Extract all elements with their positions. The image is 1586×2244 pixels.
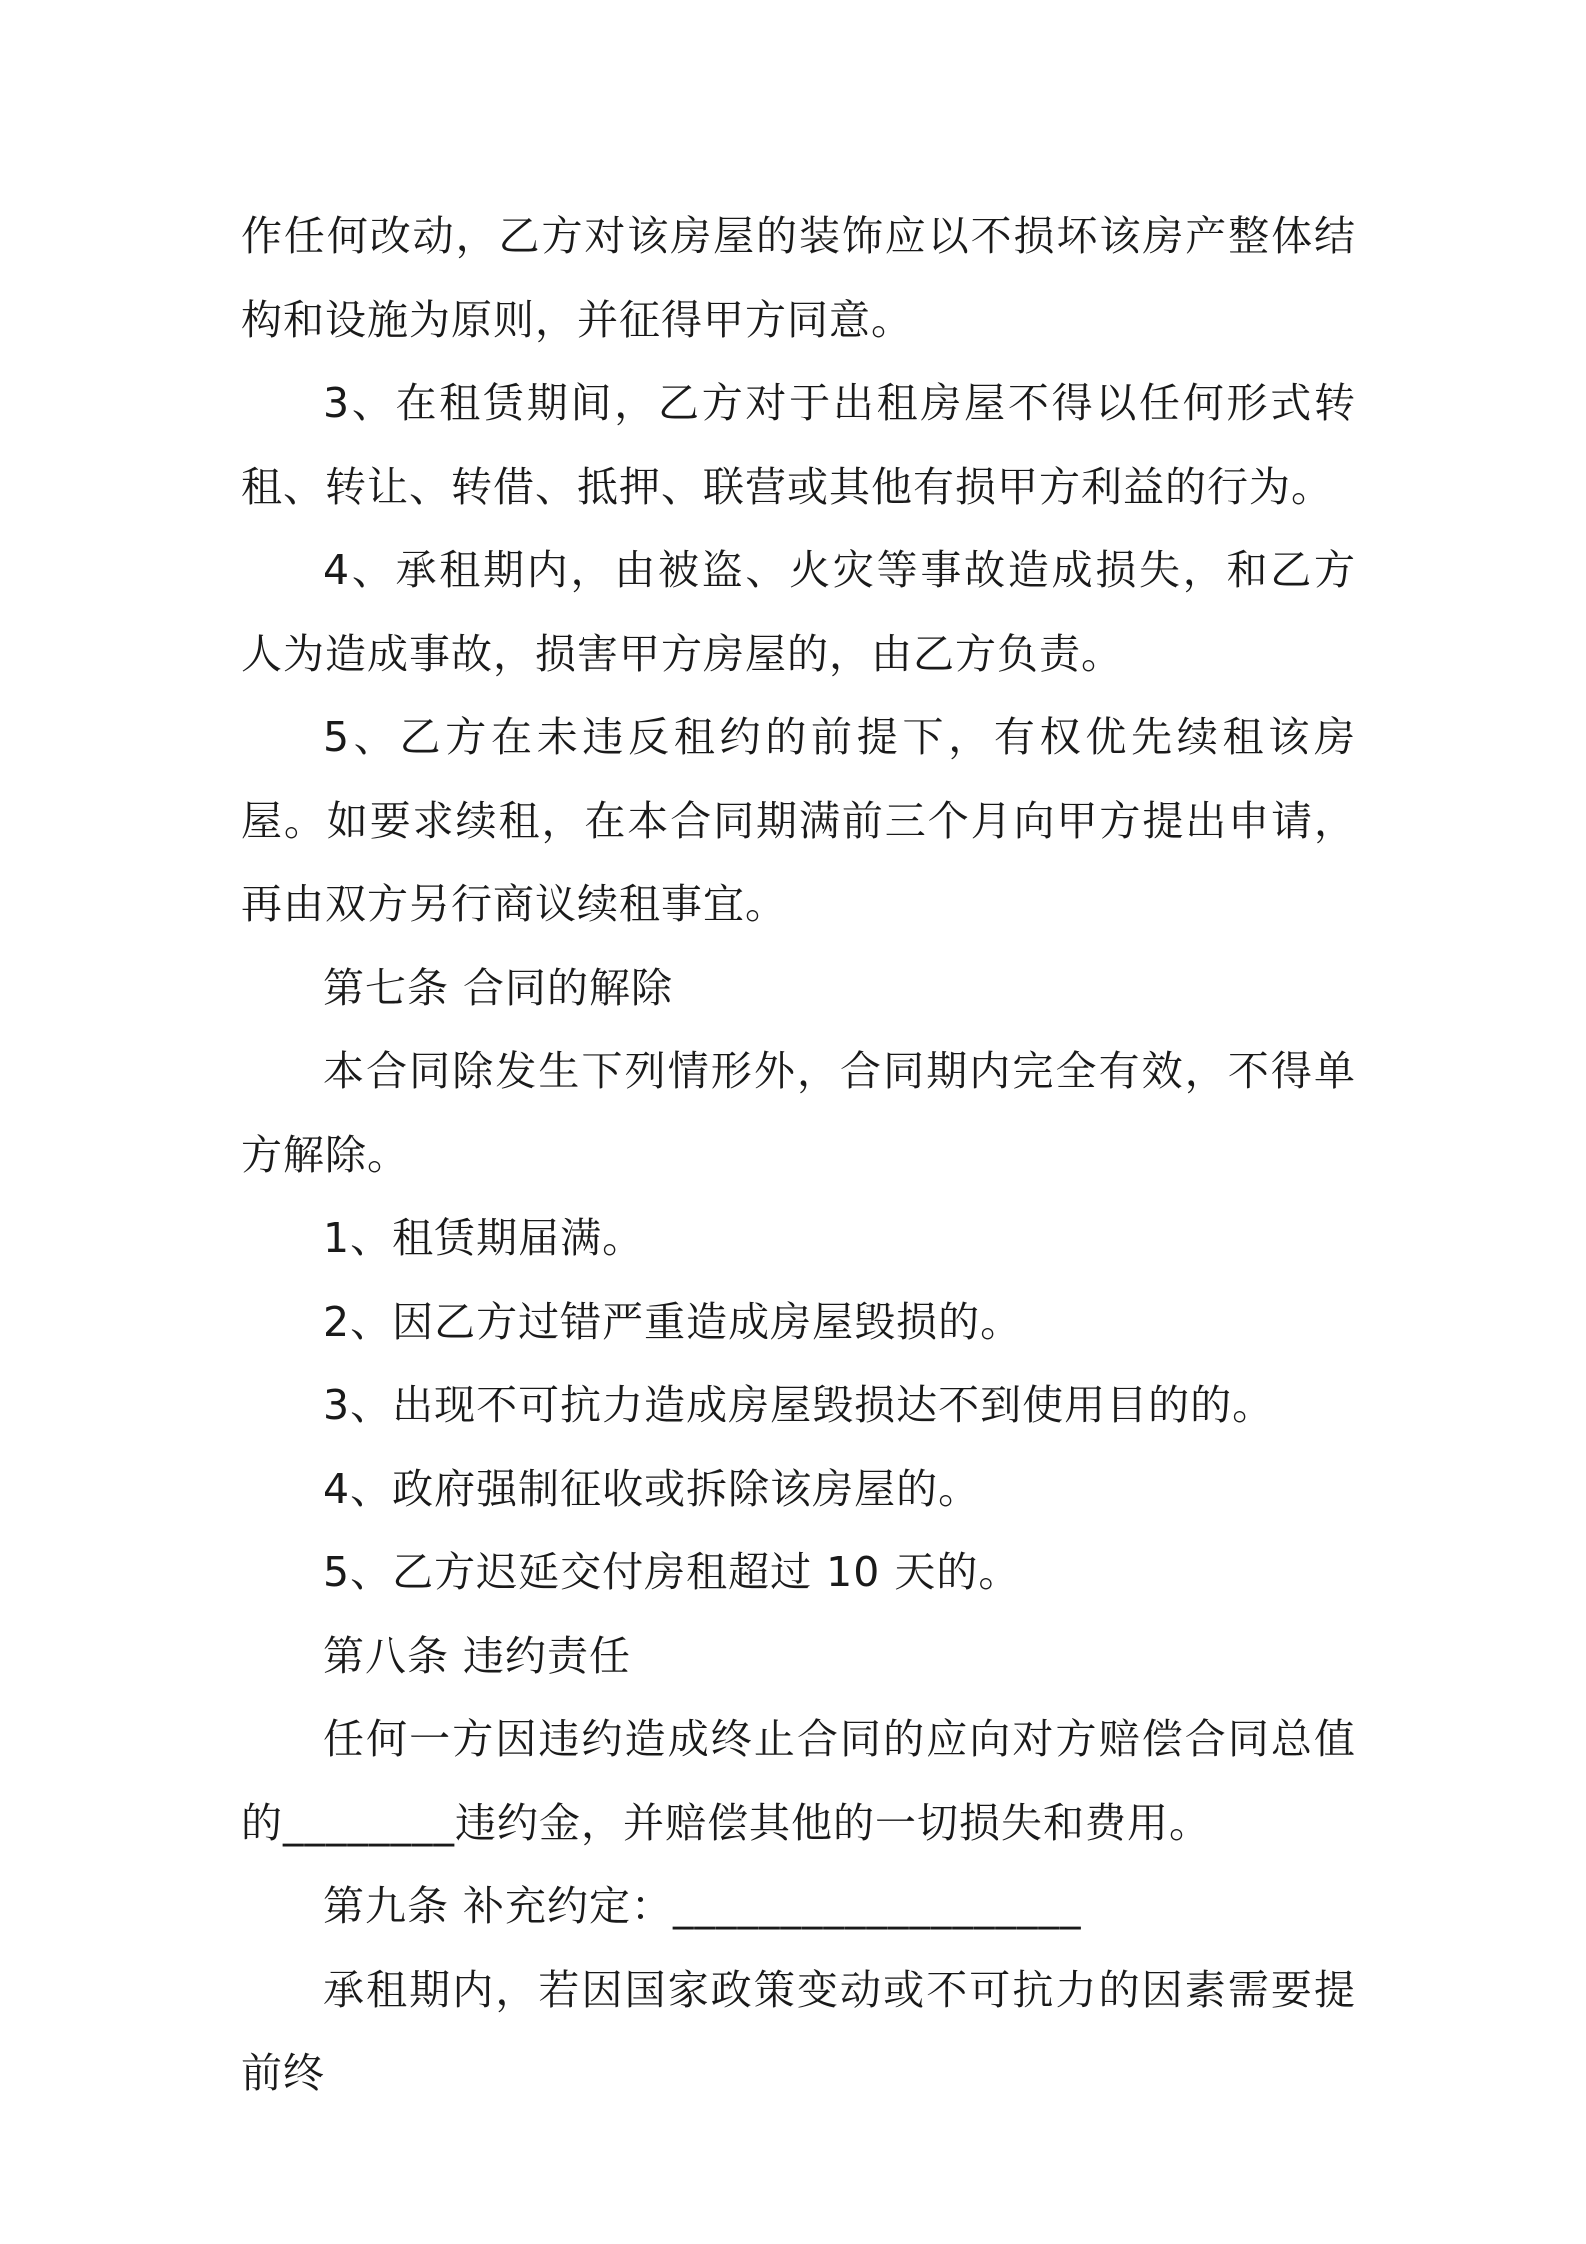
- list-item-termination-5: 5、乙方迟延交付房租超过 10 天的。: [323, 1548, 1021, 1596]
- paragraph-early-termination: 承租期内，若因国家政策变动或不可抗力的因素需要提前终: [241, 1965, 1356, 2097]
- list-item-termination-4: 4、政府强制征收或拆除该房屋的。: [323, 1464, 981, 1513]
- paragraph-breach-liability: 任何一方因违约造成终止合同的应向对方赔偿合同总值的________违约金，并赔偿其他的一切损失和费用。: [241, 1715, 1356, 1847]
- list-item-termination-1: 1、租赁期届满。: [323, 1214, 645, 1262]
- paragraph-renovation-continued: 作任何改动，乙方对该房屋的装饰应以不损坏该房产整体结构和设施为原则，并征得甲方同意。: [241, 212, 1356, 344]
- paragraph-clause-3-sublet: 3、在租赁期间，乙方对于出租房屋不得以任何形式转租、转让、转借、抵押、联营或其他有损甲方利益的行为。: [241, 379, 1356, 511]
- heading-article-7: 第七条 合同的解除: [323, 963, 674, 1012]
- document-body: [241, 195, 1356, 2116]
- heading-article-8: 第八条 违约责任: [323, 1631, 632, 1680]
- paragraph-clause-5-renewal: 5、乙方在未违反租约的前提下，有权优先续租该房屋。如要求续租，在本合同期满前三个月向甲方提出申请，再由双方另行商议续租事宜。: [241, 713, 1356, 928]
- paragraph-clause-4-loss: 4、承租期内，由被盗、火灾等事故造成损失，和乙方人为造成事故，损害甲方房屋的，由乙方负责。: [241, 546, 1356, 678]
- list-item-termination-2: 2、因乙方过错严重造成房屋毁损的。: [323, 1297, 1023, 1346]
- paragraph-termination-intro: 本合同除发生下列情形外，合同期内完全有效，不得单方解除。: [241, 1047, 1356, 1179]
- heading-article-9: 第九条 补充约定：___________________: [323, 1882, 1082, 1930]
- list-item-termination-3: 3、出现不可抗力造成房屋毁损达不到使用目的的。: [323, 1381, 1275, 1429]
